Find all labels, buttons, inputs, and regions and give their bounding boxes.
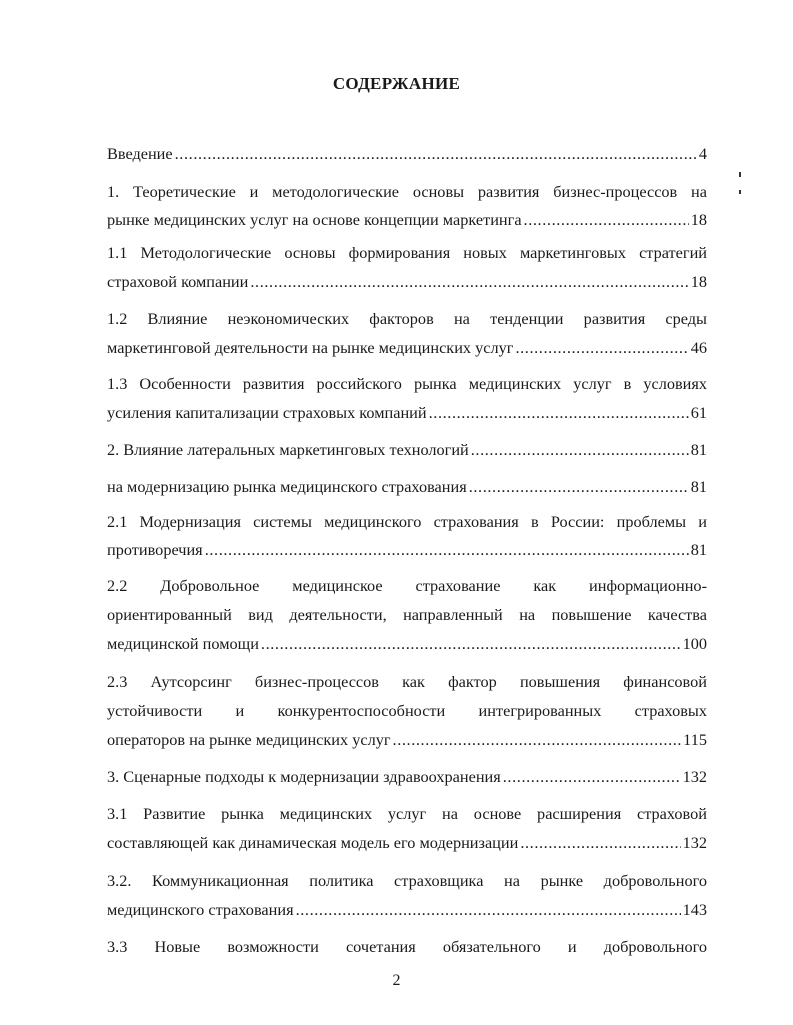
toc-entry-2-3-line2: устойчивости и конкурентоспособности интегрированных страховых xyxy=(107,701,707,720)
toc-entry-3 xyxy=(107,767,707,787)
toc-entry-text: операторов на рынке медицинских услуг xyxy=(107,730,391,749)
toc-leader-dots xyxy=(393,730,682,750)
toc-entry-text: 2. Влияние латеральных маркетинговых технологий xyxy=(107,440,469,459)
toc-leader-dots xyxy=(515,338,688,358)
toc-leader-dots xyxy=(471,440,689,460)
toc-page-number: 46 xyxy=(690,338,707,357)
toc-page-number: 81 xyxy=(690,477,707,496)
toc-leader-dots xyxy=(250,272,688,292)
toc-entry-text: Введение xyxy=(107,144,173,163)
toc-page-number: 143 xyxy=(682,900,707,919)
toc-entry-2-3-line3 xyxy=(107,730,707,750)
toc-entry-1-2-line1: 1.2 Влияние неэкономических факторов на тенденции развития среды xyxy=(107,309,707,328)
toc-leader-dots xyxy=(503,767,681,787)
toc-entry-2-2-line2: ориентированный вид деятельности, направленный на повышение качества xyxy=(107,605,707,624)
toc-page-number: 18 xyxy=(690,272,707,291)
toc-entry-1-line1: 1. Теоретические и методологические основы развития бизнес-процессов на xyxy=(107,182,707,201)
toc-entry-1-1-line1: 1.1 Методологические основы формирования новых маркетинговых стратегий xyxy=(107,243,707,262)
toc-entry-2-2-line3 xyxy=(107,634,707,654)
toc-entry-1-2-line2 xyxy=(107,338,707,358)
toc-entry-1-3-line1: 1.3 Особенности развития российского рынка медицинских услуг в условиях xyxy=(107,374,707,393)
toc-leader-dots xyxy=(175,144,697,164)
toc-entry-3-2-line1: 3.2. Коммуникационная политика страховщика на рынке добровольного xyxy=(107,871,707,890)
toc-leader-dots xyxy=(469,477,689,497)
toc-leader-dots xyxy=(520,833,680,853)
toc-entry-3-1-line1: 3.1 Развитие рынка медицинских услуг на основе расширения страховой xyxy=(107,804,707,823)
toc-entry-text: составляющей как динамическая модель его модернизации xyxy=(107,833,519,852)
page-number: 2 xyxy=(392,972,401,989)
toc-entry-1-1-line2 xyxy=(107,272,707,292)
toc-entry-2-1-line2 xyxy=(107,540,707,560)
toc-page-number: 132 xyxy=(682,833,707,852)
toc-entry-2 xyxy=(107,440,707,460)
toc-page-number: 100 xyxy=(682,634,707,653)
toc-entry-text: страховой компании xyxy=(107,272,249,291)
toc-leader-dots xyxy=(524,210,689,230)
toc-entry-2b xyxy=(107,477,707,497)
toc-entry-3-1-line2 xyxy=(107,833,707,853)
toc-page-number: 81 xyxy=(690,540,707,559)
toc-entry-text: на модернизацию рынка медицинского страхования xyxy=(107,477,467,496)
toc-page-number: 61 xyxy=(690,403,707,422)
toc-page-number: 115 xyxy=(683,730,707,749)
toc-page-number: 4 xyxy=(698,144,707,163)
toc-entry-text: рынке медицинских услуг на основе концепции маркетинга xyxy=(107,210,522,229)
toc-entry-text: медицинского страхования xyxy=(107,900,294,919)
toc-leader-dots xyxy=(296,900,681,920)
scan-mark xyxy=(739,172,741,177)
toc-entry-1-line2 xyxy=(107,210,707,230)
toc-entry-text: усиления капитализации страховых компаний xyxy=(107,403,427,422)
page-title: СОДЕРЖАНИЕ xyxy=(332,74,461,93)
toc-leader-dots xyxy=(429,403,689,423)
toc-entry-2-2-line1: 2.2 Добровольное медицинское страхование как информационно- xyxy=(107,576,707,595)
toc-entry-text: 3. Сценарные подходы к модернизации здравоохранения xyxy=(107,767,501,786)
toc-entry-text: медицинской помощи xyxy=(107,634,259,653)
toc-page-number: 18 xyxy=(690,210,707,229)
toc-entry-intro xyxy=(107,144,707,164)
toc-entry-3-2-line2 xyxy=(107,900,707,920)
toc-entry-text: маркетинговой деятельности на рынке медицинских услуг xyxy=(107,338,514,357)
toc-entry-3-3-line1: 3.3 Новые возможности сочетания обязательного и добровольного xyxy=(107,937,707,956)
toc-leader-dots xyxy=(261,634,681,654)
toc-entry-2-3-line1: 2.3 Аутсорсинг бизнес-процессов как фактор повышения финансовой xyxy=(107,672,707,691)
scan-mark xyxy=(739,190,741,194)
toc-entry-1-3-line2 xyxy=(107,403,707,423)
toc-leader-dots xyxy=(205,540,689,560)
toc-entry-text: противоречия xyxy=(107,540,203,559)
toc-page-number: 132 xyxy=(682,767,707,786)
toc-entry-2-1-line1: 2.1 Модернизация системы медицинского страхования в России: проблемы и xyxy=(107,512,707,531)
toc-page-number: 81 xyxy=(690,440,707,459)
